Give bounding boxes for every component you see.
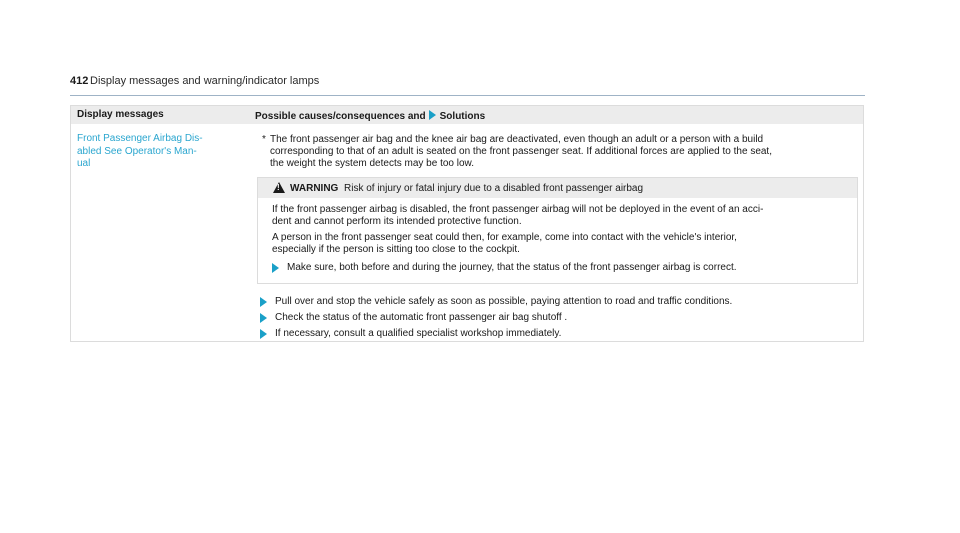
- warning-header: [258, 178, 857, 198]
- warning-text-line: dent and cannot perform its intended protective function.: [272, 216, 522, 227]
- display-message-line: Front Passenger Airbag Dis-: [77, 133, 203, 144]
- column-header-display-messages: Display messages: [77, 109, 164, 120]
- cause-line: the weight the system detects may be too low.: [270, 158, 474, 169]
- page-header: [70, 73, 865, 96]
- warning-label: WARNING: [290, 183, 339, 194]
- column-header-solutions-text: Solutions: [439, 111, 486, 122]
- cause-line: The front passenger air bag and the knee air bag are deactivated, even though an adult or a person with a build: [270, 134, 764, 145]
- warning-text-line: A person in the front passenger seat could then, for example, come into contact with the vehicle's interior,: [272, 232, 737, 243]
- solution-step: Check the status of the automatic front passenger air bag shutoff .: [275, 312, 568, 323]
- column-header-causes-text: Possible causes/consequences and: [255, 111, 426, 122]
- column-header-causes-solutions: [255, 110, 485, 122]
- step-arrow-icon: [260, 297, 267, 307]
- solution-step: Pull over and stop the vehicle safely as soon as possible, paying attention to road and traffic conditions.: [275, 296, 733, 307]
- display-message-line: abled See Operator's Man-: [77, 145, 197, 157]
- page-title: Display messages and warning/indicator lamps: [90, 75, 320, 87]
- cause-marker: *: [262, 134, 266, 145]
- solution-arrow-icon: [429, 110, 436, 120]
- display-message-text: [77, 133, 237, 171]
- step-arrow-icon: [272, 263, 279, 273]
- warning-triangle-icon: [273, 182, 285, 193]
- step-arrow-icon: [260, 329, 267, 339]
- warning-text-line: especially if the person is sitting too close to the cockpit.: [272, 244, 520, 255]
- page-number: 412: [70, 75, 89, 87]
- display-messages-table: [70, 105, 864, 342]
- step-arrow-icon: [260, 313, 267, 323]
- warning-text-line: If the front passenger airbag is disabled, the front passenger airbag will not be deployed in the event of an acci-: [272, 204, 764, 215]
- table-header-row: [71, 106, 863, 124]
- warning-title: Risk of injury or fatal injury due to a disabled front passenger airbag: [344, 183, 644, 194]
- solution-step: If necessary, consult a qualified specialist workshop immediately.: [275, 328, 562, 339]
- cause-line: corresponding to that of an adult is seated on the front passenger seat. If additional forces are applied to the seat,: [270, 146, 772, 157]
- warning-box: [257, 177, 858, 284]
- display-message-line: ual: [77, 158, 91, 169]
- warning-step: Make sure, both before and during the journey, that the status of the front passenger airbag is correct.: [287, 262, 737, 273]
